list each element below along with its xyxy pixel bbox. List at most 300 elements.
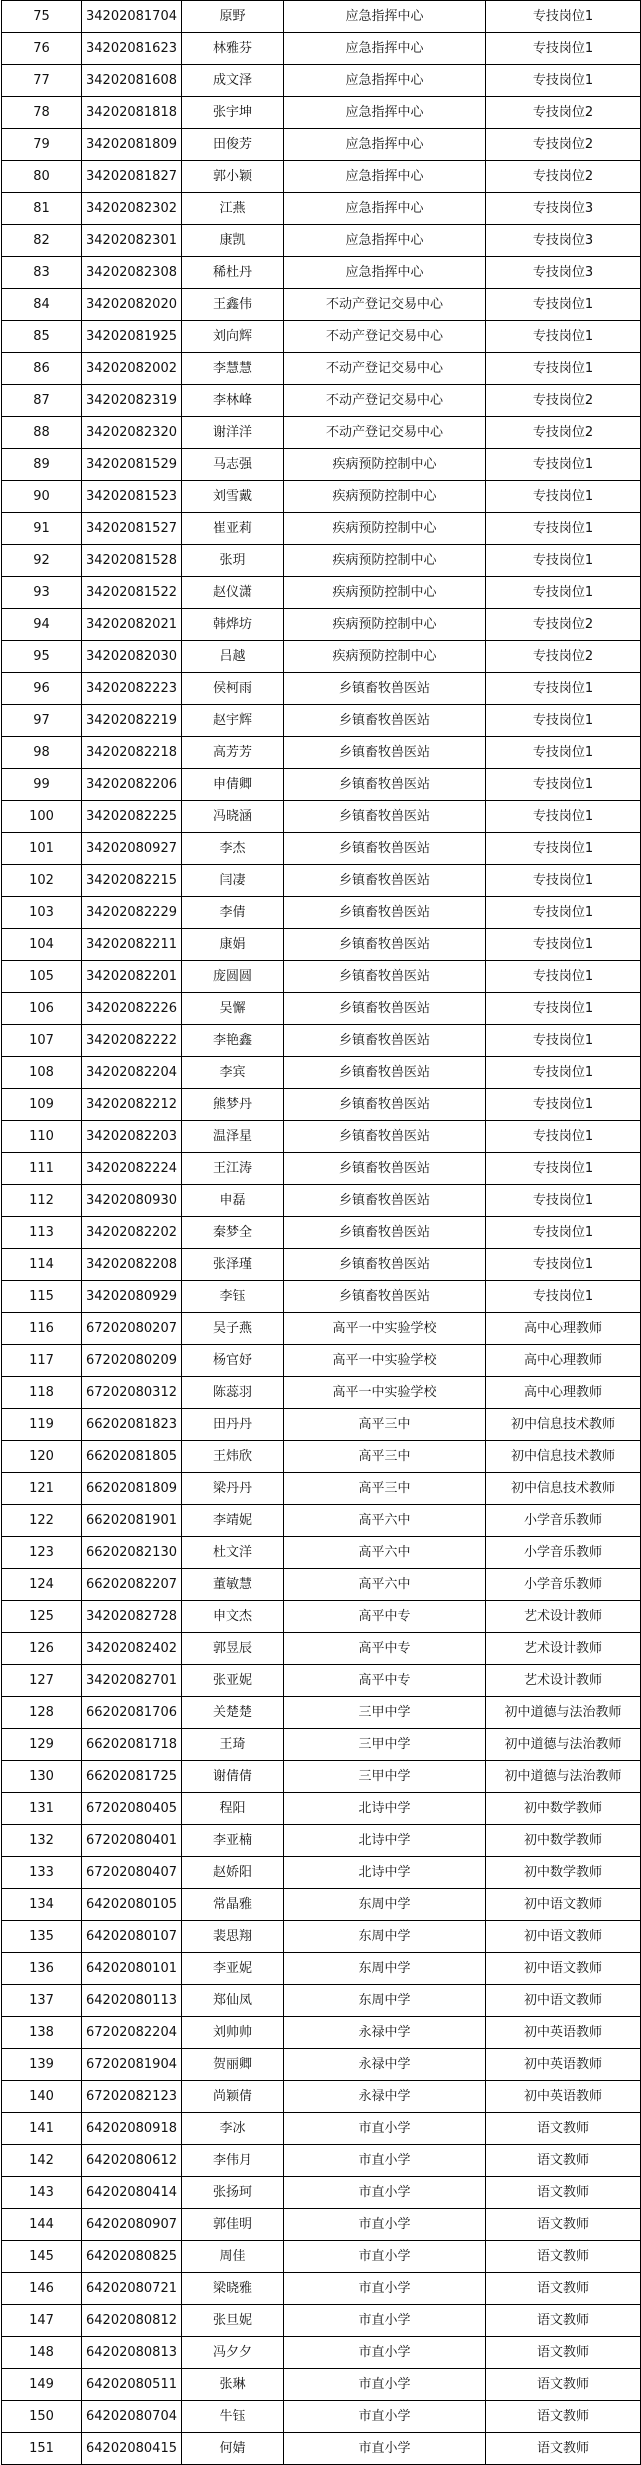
- results-table: [1, 0, 641, 2465]
- candidate-name-cell: 常晶雅: [182, 1889, 284, 1921]
- table-row: [2, 2113, 641, 2145]
- exam-number-cell: 34202082020: [82, 289, 182, 321]
- position-cell: 专技岗位1: [486, 321, 641, 353]
- position-cell: 初中语文教师: [486, 1921, 641, 1953]
- exam-number-cell: 64202080107: [82, 1921, 182, 1953]
- exam-number-cell: 66202082130: [82, 1537, 182, 1569]
- exam-number-cell: 34202081818: [82, 97, 182, 129]
- unit-cell: 乡镇畜牧兽医站: [284, 801, 486, 833]
- unit-cell: 应急指挥中心: [284, 257, 486, 289]
- position-cell: 初中数学教师: [486, 1793, 641, 1825]
- table-row: [2, 2337, 641, 2369]
- table-row: [2, 1409, 641, 1441]
- exam-number-cell: 34202082219: [82, 705, 182, 737]
- exam-number-cell: 64202080721: [82, 2273, 182, 2305]
- row-number-cell: 89: [2, 449, 82, 481]
- unit-cell: 乡镇畜牧兽医站: [284, 1025, 486, 1057]
- row-number-cell: 105: [2, 961, 82, 993]
- row-number-cell: 136: [2, 1953, 82, 1985]
- unit-cell: 东周中学: [284, 1921, 486, 1953]
- unit-cell: 高平一中实验学校: [284, 1313, 486, 1345]
- candidate-name-cell: 韩烨坊: [182, 609, 284, 641]
- candidate-name-cell: 马志强: [182, 449, 284, 481]
- candidate-name-cell: 申磊: [182, 1185, 284, 1217]
- row-number-cell: 128: [2, 1697, 82, 1729]
- table-row: [2, 129, 641, 161]
- unit-cell: 乡镇畜牧兽医站: [284, 1121, 486, 1153]
- table-row: [2, 1377, 641, 1409]
- exam-number-cell: 34202082201: [82, 961, 182, 993]
- row-number-cell: 112: [2, 1185, 82, 1217]
- position-cell: 初中英语教师: [486, 2081, 641, 2113]
- unit-cell: 北诗中学: [284, 1825, 486, 1857]
- table-row: [2, 2433, 641, 2465]
- exam-number-cell: 34202081925: [82, 321, 182, 353]
- unit-cell: 高平六中: [284, 1569, 486, 1601]
- unit-cell: 不动产登记交易中心: [284, 353, 486, 385]
- row-number-cell: 126: [2, 1633, 82, 1665]
- position-cell: 专技岗位3: [486, 225, 641, 257]
- unit-cell: 高平三中: [284, 1409, 486, 1441]
- exam-number-cell: 34202081827: [82, 161, 182, 193]
- table-row: [2, 1, 641, 33]
- position-cell: 艺术设计教师: [486, 1601, 641, 1633]
- unit-cell: 永禄中学: [284, 2017, 486, 2049]
- candidate-name-cell: 张玥: [182, 545, 284, 577]
- table-row: [2, 961, 641, 993]
- position-cell: 语文教师: [486, 2305, 641, 2337]
- table-row: [2, 2209, 641, 2241]
- position-cell: 专技岗位1: [486, 1089, 641, 1121]
- table-row: [2, 1953, 641, 1985]
- candidate-name-cell: 吴懈: [182, 993, 284, 1025]
- unit-cell: 不动产登记交易中心: [284, 289, 486, 321]
- position-cell: 初中道德与法治教师: [486, 1697, 641, 1729]
- position-cell: 初中英语教师: [486, 2017, 641, 2049]
- exam-number-cell: 34202082301: [82, 225, 182, 257]
- exam-number-cell: 34202082203: [82, 1121, 182, 1153]
- candidate-name-cell: 吕越: [182, 641, 284, 673]
- unit-cell: 应急指挥中心: [284, 129, 486, 161]
- table-row: [2, 321, 641, 353]
- table-row: [2, 2401, 641, 2433]
- row-number-cell: 116: [2, 1313, 82, 1345]
- table-row: [2, 2049, 641, 2081]
- table-row: [2, 1857, 641, 1889]
- unit-cell: 高平一中实验学校: [284, 1377, 486, 1409]
- candidate-name-cell: 杜文洋: [182, 1537, 284, 1569]
- unit-cell: 高平一中实验学校: [284, 1345, 486, 1377]
- table-row: [2, 1505, 641, 1537]
- position-cell: 专技岗位1: [486, 1217, 641, 1249]
- table-row: [2, 1537, 641, 1569]
- candidate-name-cell: 林雅芬: [182, 33, 284, 65]
- table-row: [2, 609, 641, 641]
- exam-number-cell: 34202082728: [82, 1601, 182, 1633]
- unit-cell: 高平三中: [284, 1441, 486, 1473]
- table-row: [2, 385, 641, 417]
- unit-cell: 乡镇畜牧兽医站: [284, 769, 486, 801]
- table-row: [2, 1313, 641, 1345]
- table-row: [2, 2081, 641, 2113]
- unit-cell: 永禄中学: [284, 2049, 486, 2081]
- table-row: [2, 833, 641, 865]
- unit-cell: 乡镇畜牧兽医站: [284, 1281, 486, 1313]
- position-cell: 专技岗位1: [486, 769, 641, 801]
- unit-cell: 市直小学: [284, 2209, 486, 2241]
- row-number-cell: 142: [2, 2145, 82, 2177]
- position-cell: 专技岗位1: [486, 449, 641, 481]
- position-cell: 专技岗位1: [486, 1185, 641, 1217]
- position-cell: 初中道德与法治教师: [486, 1761, 641, 1793]
- position-cell: 高中心理教师: [486, 1313, 641, 1345]
- exam-number-cell: 34202082211: [82, 929, 182, 961]
- row-number-cell: 77: [2, 65, 82, 97]
- unit-cell: 高平六中: [284, 1505, 486, 1537]
- candidate-name-cell: 王江涛: [182, 1153, 284, 1185]
- position-cell: 专技岗位1: [486, 481, 641, 513]
- row-number-cell: 85: [2, 321, 82, 353]
- row-number-cell: 94: [2, 609, 82, 641]
- candidate-name-cell: 王鑫伟: [182, 289, 284, 321]
- exam-number-cell: 66202081725: [82, 1761, 182, 1793]
- row-number-cell: 88: [2, 417, 82, 449]
- unit-cell: 疾病预防控制中心: [284, 481, 486, 513]
- position-cell: 专技岗位1: [486, 961, 641, 993]
- position-cell: 专技岗位1: [486, 993, 641, 1025]
- exam-number-cell: 34202082302: [82, 193, 182, 225]
- row-number-cell: 81: [2, 193, 82, 225]
- position-cell: 专技岗位3: [486, 193, 641, 225]
- exam-number-cell: 34202082206: [82, 769, 182, 801]
- candidate-name-cell: 尚颖倩: [182, 2081, 284, 2113]
- row-number-cell: 141: [2, 2113, 82, 2145]
- candidate-name-cell: 张扬珂: [182, 2177, 284, 2209]
- unit-cell: 疾病预防控制中心: [284, 449, 486, 481]
- row-number-cell: 143: [2, 2177, 82, 2209]
- position-cell: 语文教师: [486, 2177, 641, 2209]
- row-number-cell: 125: [2, 1601, 82, 1633]
- exam-number-cell: 34202082002: [82, 353, 182, 385]
- unit-cell: 乡镇畜牧兽医站: [284, 1185, 486, 1217]
- candidate-name-cell: 秦梦全: [182, 1217, 284, 1249]
- unit-cell: 应急指挥中心: [284, 1, 486, 33]
- row-number-cell: 95: [2, 641, 82, 673]
- unit-cell: 乡镇畜牧兽医站: [284, 897, 486, 929]
- position-cell: 初中语文教师: [486, 1985, 641, 2017]
- position-cell: 小学音乐教师: [486, 1537, 641, 1569]
- table-row: [2, 641, 641, 673]
- position-cell: 专技岗位1: [486, 833, 641, 865]
- unit-cell: 应急指挥中心: [284, 97, 486, 129]
- exam-number-cell: 34202082208: [82, 1249, 182, 1281]
- position-cell: 专技岗位1: [486, 705, 641, 737]
- exam-number-cell: 34202082222: [82, 1025, 182, 1057]
- unit-cell: 乡镇畜牧兽医站: [284, 865, 486, 897]
- candidate-name-cell: 张琳: [182, 2369, 284, 2401]
- exam-number-cell: 34202082223: [82, 673, 182, 705]
- exam-number-cell: 34202080929: [82, 1281, 182, 1313]
- position-cell: 专技岗位1: [486, 1025, 641, 1057]
- table-row: [2, 257, 641, 289]
- table-row: [2, 1441, 641, 1473]
- exam-number-cell: 67202080207: [82, 1313, 182, 1345]
- candidate-name-cell: 原野: [182, 1, 284, 33]
- candidate-name-cell: 李宾: [182, 1057, 284, 1089]
- position-cell: 专技岗位1: [486, 289, 641, 321]
- candidate-name-cell: 吴子燕: [182, 1313, 284, 1345]
- position-cell: 专技岗位1: [486, 545, 641, 577]
- exam-number-cell: 64202080907: [82, 2209, 182, 2241]
- row-number-cell: 75: [2, 1, 82, 33]
- unit-cell: 市直小学: [284, 2433, 486, 2465]
- position-cell: 初中信息技术教师: [486, 1441, 641, 1473]
- row-number-cell: 135: [2, 1921, 82, 1953]
- table-row: [2, 929, 641, 961]
- table-row: [2, 2241, 641, 2273]
- candidate-name-cell: 董敏慧: [182, 1569, 284, 1601]
- candidate-name-cell: 李伟月: [182, 2145, 284, 2177]
- table-row: [2, 225, 641, 257]
- exam-number-cell: 34202082319: [82, 385, 182, 417]
- row-number-cell: 123: [2, 1537, 82, 1569]
- table-row: [2, 2305, 641, 2337]
- candidate-name-cell: 李林峰: [182, 385, 284, 417]
- exam-number-cell: 34202082320: [82, 417, 182, 449]
- unit-cell: 东周中学: [284, 1985, 486, 2017]
- exam-number-cell: 66202081718: [82, 1729, 182, 1761]
- unit-cell: 不动产登记交易中心: [284, 321, 486, 353]
- row-number-cell: 149: [2, 2369, 82, 2401]
- row-number-cell: 90: [2, 481, 82, 513]
- candidate-name-cell: 赵仪潇: [182, 577, 284, 609]
- exam-number-cell: 34202081523: [82, 481, 182, 513]
- table-row: [2, 801, 641, 833]
- exam-number-cell: 34202082229: [82, 897, 182, 929]
- row-number-cell: 108: [2, 1057, 82, 1089]
- exam-number-cell: 34202081522: [82, 577, 182, 609]
- position-cell: 专技岗位2: [486, 417, 641, 449]
- unit-cell: 市直小学: [284, 2401, 486, 2433]
- candidate-name-cell: 梁晓雅: [182, 2273, 284, 2305]
- row-number-cell: 79: [2, 129, 82, 161]
- exam-number-cell: 66202081706: [82, 1697, 182, 1729]
- table-row: [2, 1121, 641, 1153]
- position-cell: 专技岗位1: [486, 1249, 641, 1281]
- unit-cell: 乡镇畜牧兽医站: [284, 705, 486, 737]
- candidate-name-cell: 张宇坤: [182, 97, 284, 129]
- position-cell: 专技岗位1: [486, 801, 641, 833]
- table-row: [2, 2177, 641, 2209]
- position-cell: 专技岗位1: [486, 1281, 641, 1313]
- candidate-name-cell: 侯柯雨: [182, 673, 284, 705]
- exam-number-cell: 66202081823: [82, 1409, 182, 1441]
- unit-cell: 永禄中学: [284, 2081, 486, 2113]
- position-cell: 语文教师: [486, 2113, 641, 2145]
- exam-number-cell: 34202081528: [82, 545, 182, 577]
- row-number-cell: 84: [2, 289, 82, 321]
- row-number-cell: 151: [2, 2433, 82, 2465]
- table-row: [2, 1601, 641, 1633]
- position-cell: 语文教师: [486, 2337, 641, 2369]
- candidate-name-cell: 闫凄: [182, 865, 284, 897]
- row-number-cell: 150: [2, 2401, 82, 2433]
- exam-number-cell: 34202080927: [82, 833, 182, 865]
- position-cell: 专技岗位1: [486, 1057, 641, 1089]
- candidate-name-cell: 贺丽卿: [182, 2049, 284, 2081]
- exam-number-cell: 34202082218: [82, 737, 182, 769]
- exam-number-cell: 64202080704: [82, 2401, 182, 2433]
- candidate-name-cell: 江燕: [182, 193, 284, 225]
- position-cell: 专技岗位1: [486, 897, 641, 929]
- exam-number-cell: 64202080511: [82, 2369, 182, 2401]
- exam-number-cell: 66202081805: [82, 1441, 182, 1473]
- row-number-cell: 109: [2, 1089, 82, 1121]
- row-number-cell: 133: [2, 1857, 82, 1889]
- candidate-name-cell: 刘雪戴: [182, 481, 284, 513]
- unit-cell: 东周中学: [284, 1889, 486, 1921]
- table-row: [2, 673, 641, 705]
- table-row: [2, 1729, 641, 1761]
- row-number-cell: 78: [2, 97, 82, 129]
- row-number-cell: 96: [2, 673, 82, 705]
- candidate-name-cell: 申文杰: [182, 1601, 284, 1633]
- table-row: [2, 417, 641, 449]
- position-cell: 高中心理教师: [486, 1377, 641, 1409]
- exam-number-cell: 64202080918: [82, 2113, 182, 2145]
- row-number-cell: 76: [2, 33, 82, 65]
- position-cell: 小学音乐教师: [486, 1569, 641, 1601]
- exam-number-cell: 34202082204: [82, 1057, 182, 1089]
- candidate-name-cell: 关楚楚: [182, 1697, 284, 1729]
- exam-number-cell: 64202080825: [82, 2241, 182, 2273]
- position-cell: 专技岗位1: [486, 865, 641, 897]
- position-cell: 语文教师: [486, 2273, 641, 2305]
- row-number-cell: 101: [2, 833, 82, 865]
- position-cell: 专技岗位1: [486, 673, 641, 705]
- unit-cell: 应急指挥中心: [284, 33, 486, 65]
- row-number-cell: 113: [2, 1217, 82, 1249]
- candidate-name-cell: 杨官妤: [182, 1345, 284, 1377]
- row-number-cell: 118: [2, 1377, 82, 1409]
- position-cell: 专技岗位2: [486, 129, 641, 161]
- row-number-cell: 110: [2, 1121, 82, 1153]
- table-row: [2, 577, 641, 609]
- row-number-cell: 120: [2, 1441, 82, 1473]
- table-row: [2, 2369, 641, 2401]
- row-number-cell: 138: [2, 2017, 82, 2049]
- unit-cell: 市直小学: [284, 2241, 486, 2273]
- row-number-cell: 93: [2, 577, 82, 609]
- row-number-cell: 82: [2, 225, 82, 257]
- exam-number-cell: 67202080209: [82, 1345, 182, 1377]
- position-cell: 初中语文教师: [486, 1953, 641, 1985]
- unit-cell: 应急指挥中心: [284, 193, 486, 225]
- row-number-cell: 129: [2, 1729, 82, 1761]
- position-cell: 语文教师: [486, 2369, 641, 2401]
- unit-cell: 乡镇畜牧兽医站: [284, 1249, 486, 1281]
- row-number-cell: 139: [2, 2049, 82, 2081]
- row-number-cell: 119: [2, 1409, 82, 1441]
- candidate-name-cell: 何婧: [182, 2433, 284, 2465]
- table-row: [2, 2017, 641, 2049]
- exam-number-cell: 67202082123: [82, 2081, 182, 2113]
- candidate-name-cell: 王琦: [182, 1729, 284, 1761]
- row-number-cell: 137: [2, 1985, 82, 2017]
- candidate-name-cell: 张泽瑾: [182, 1249, 284, 1281]
- unit-cell: 市直小学: [284, 2113, 486, 2145]
- row-number-cell: 121: [2, 1473, 82, 1505]
- table-row: [2, 2145, 641, 2177]
- position-cell: 语文教师: [486, 2401, 641, 2433]
- exam-number-cell: 64202080612: [82, 2145, 182, 2177]
- exam-number-cell: 67202082204: [82, 2017, 182, 2049]
- position-cell: 专技岗位1: [486, 577, 641, 609]
- row-number-cell: 86: [2, 353, 82, 385]
- table-row: [2, 33, 641, 65]
- table-row: [2, 1825, 641, 1857]
- candidate-name-cell: 崔亚莉: [182, 513, 284, 545]
- table-row: [2, 1473, 641, 1505]
- unit-cell: 疾病预防控制中心: [284, 545, 486, 577]
- unit-cell: 高平中专: [284, 1665, 486, 1697]
- candidate-name-cell: 裴思翔: [182, 1921, 284, 1953]
- row-number-cell: 122: [2, 1505, 82, 1537]
- unit-cell: 市直小学: [284, 2369, 486, 2401]
- candidate-name-cell: 李慧慧: [182, 353, 284, 385]
- row-number-cell: 98: [2, 737, 82, 769]
- candidate-name-cell: 谢洋洋: [182, 417, 284, 449]
- table-row: [2, 737, 641, 769]
- unit-cell: 市直小学: [284, 2337, 486, 2369]
- row-number-cell: 147: [2, 2305, 82, 2337]
- position-cell: 初中道德与法治教师: [486, 1729, 641, 1761]
- exam-number-cell: 34202081809: [82, 129, 182, 161]
- candidate-name-cell: 张亚妮: [182, 1665, 284, 1697]
- exam-number-cell: 34202082224: [82, 1153, 182, 1185]
- row-number-cell: 114: [2, 1249, 82, 1281]
- exam-number-cell: 34202082225: [82, 801, 182, 833]
- table-row: [2, 2273, 641, 2305]
- exam-number-cell: 64202080414: [82, 2177, 182, 2209]
- exam-number-cell: 67202080312: [82, 1377, 182, 1409]
- row-number-cell: 148: [2, 2337, 82, 2369]
- unit-cell: 乡镇畜牧兽医站: [284, 833, 486, 865]
- candidate-name-cell: 稀杜丹: [182, 257, 284, 289]
- exam-number-cell: 64202080812: [82, 2305, 182, 2337]
- table-row: [2, 1985, 641, 2017]
- unit-cell: 乡镇畜牧兽医站: [284, 1153, 486, 1185]
- candidate-name-cell: 张旦妮: [182, 2305, 284, 2337]
- position-cell: 专技岗位1: [486, 1, 641, 33]
- row-number-cell: 132: [2, 1825, 82, 1857]
- candidate-name-cell: 冯夕夕: [182, 2337, 284, 2369]
- unit-cell: 乡镇畜牧兽医站: [284, 737, 486, 769]
- row-number-cell: 80: [2, 161, 82, 193]
- unit-cell: 东周中学: [284, 1953, 486, 1985]
- exam-number-cell: 64202080415: [82, 2433, 182, 2465]
- table-row: [2, 449, 641, 481]
- candidate-name-cell: 康娟: [182, 929, 284, 961]
- unit-cell: 疾病预防控制中心: [284, 641, 486, 673]
- table-row: [2, 705, 641, 737]
- exam-number-cell: 67202080401: [82, 1825, 182, 1857]
- unit-cell: 不动产登记交易中心: [284, 417, 486, 449]
- unit-cell: 市直小学: [284, 2145, 486, 2177]
- position-cell: 艺术设计教师: [486, 1633, 641, 1665]
- row-number-cell: 106: [2, 993, 82, 1025]
- candidate-name-cell: 庞圆圆: [182, 961, 284, 993]
